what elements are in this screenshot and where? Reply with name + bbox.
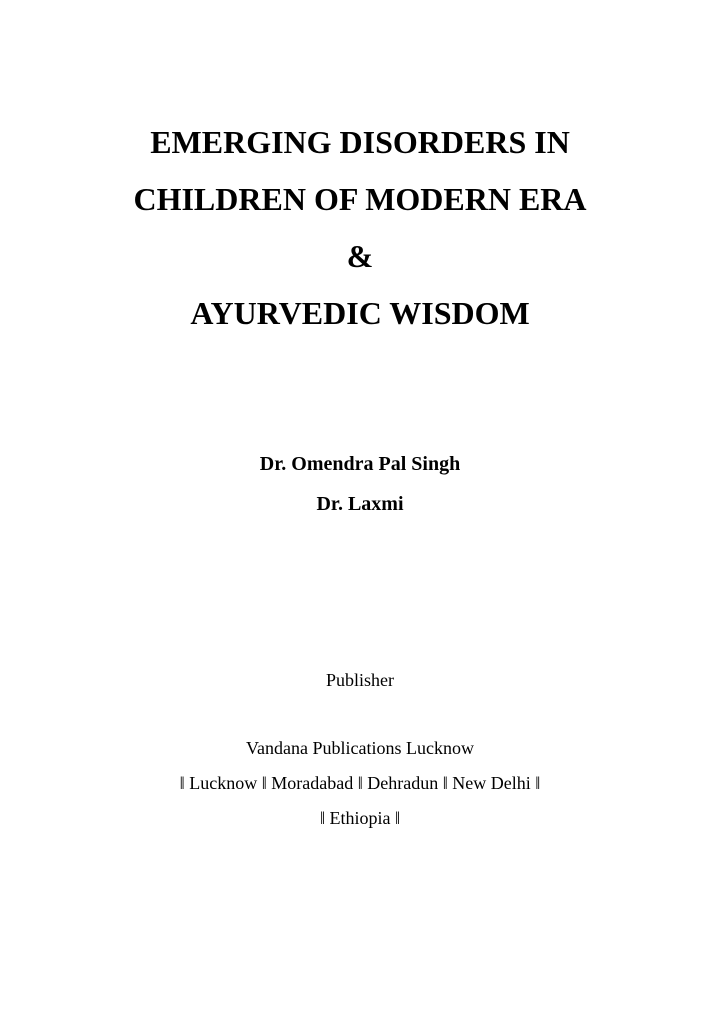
publisher-name: Vandana Publications Lucknow	[246, 738, 474, 758]
title-line-2: CHILDREN OF MODERN ERA	[133, 181, 587, 217]
author-1: Dr. Omendra Pal Singh	[259, 453, 461, 475]
publisher-locations: ‖ Lucknow ‖ Moradabad ‖ Dehradun ‖ New Delhi ‖	[179, 773, 541, 793]
author-2: Dr. Laxmi	[316, 493, 404, 515]
title-ampersand: &	[346, 238, 374, 274]
publisher-locations-2: ‖ Ethiopia ‖	[319, 808, 401, 828]
publisher-label: Publisher	[325, 670, 394, 690]
title-line-4: AYURVEDIC WISDOM	[190, 295, 530, 331]
title-line-1: EMERGING DISORDERS IN	[150, 124, 570, 160]
